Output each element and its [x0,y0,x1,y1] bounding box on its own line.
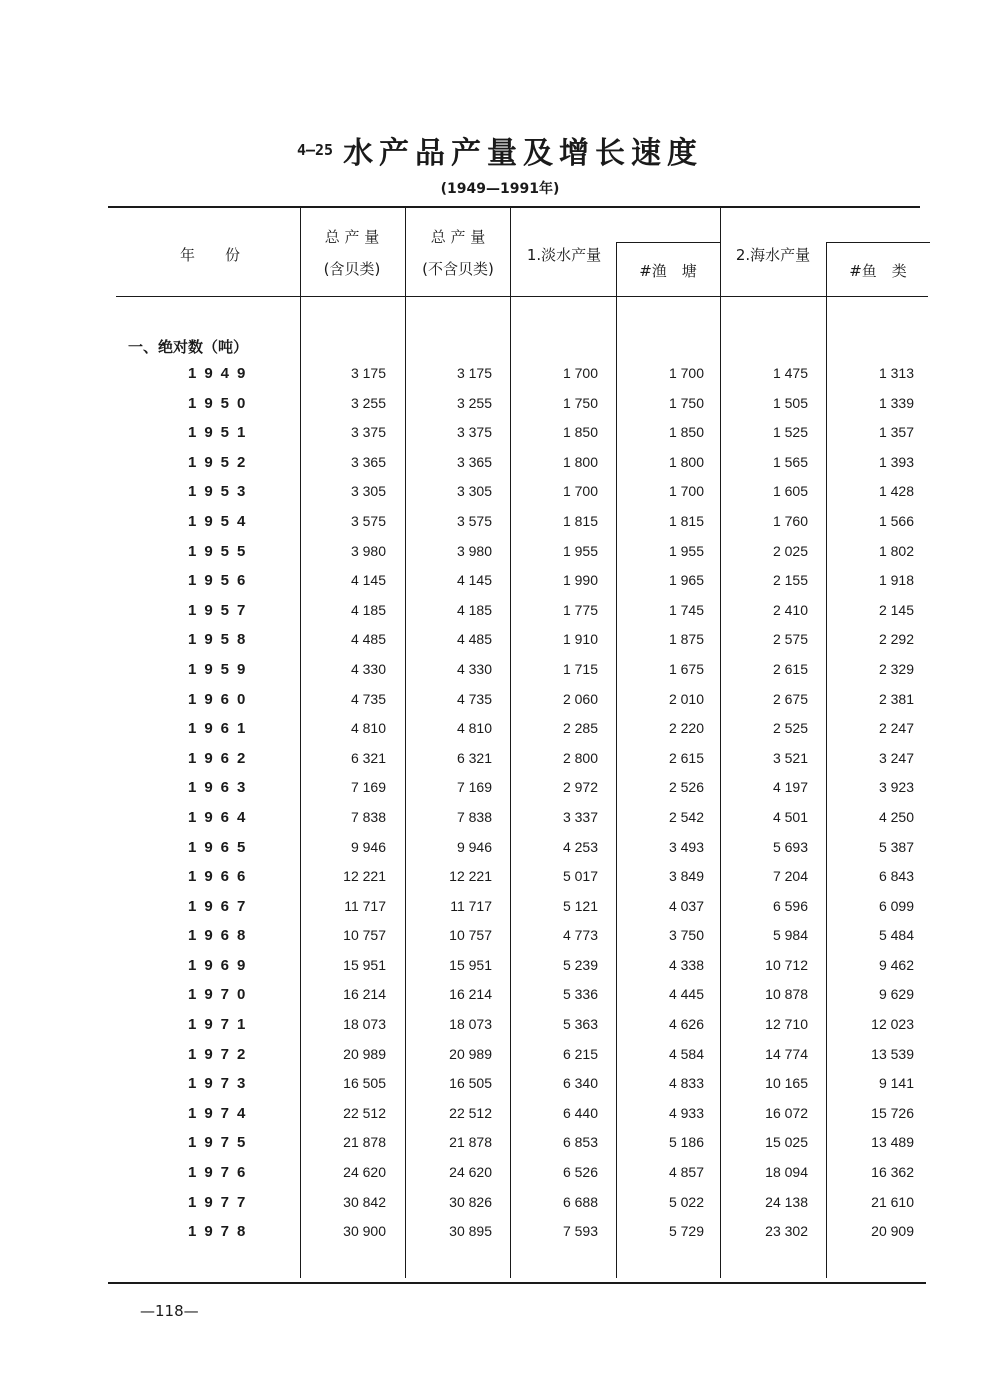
cell-total-incl: 15 951 [343,956,386,973]
table-row [0,924,1000,954]
cell-total-excl: 3 365 [456,453,492,470]
header-freshwater: 1.淡水产量 [526,246,602,264]
cell-marine: 1 475 [772,365,808,381]
cell-total-incl: 10 757 [343,927,386,944]
cell-year: 1953 [188,483,254,501]
cell-freshwater: 1 750 [562,394,598,411]
cell-year: 1969 [188,956,254,974]
cell-total-incl: 9 946 [350,838,386,855]
cell-total-incl: 4 185 [350,601,386,618]
cell-marine: 2 155 [772,572,808,589]
cell-total-excl: 3 305 [456,483,492,500]
cell-fish: 16 362 [871,1164,914,1181]
cell-marine: 4 197 [772,779,808,796]
cell-fish: 2 247 [878,720,914,737]
header-fish: #鱼 类 [849,262,907,280]
cell-total-excl: 7 838 [456,808,492,825]
data-rows [0,362,1000,1250]
cell-freshwater: 7 593 [562,1223,598,1240]
cell-total-incl: 11 717 [344,897,386,914]
cell-freshwater: 5 121 [562,897,598,914]
top-rule [108,206,920,208]
cell-freshwater: 1 700 [562,483,598,500]
header-total-excl-line2: (不含贝类) [422,260,494,278]
cell-freshwater: 1 775 [562,601,598,618]
cell-fish: 21 610 [871,1193,914,1210]
cell-pond: 2 542 [668,808,704,825]
cell-year: 1964 [188,808,254,826]
cell-pond: 1 965 [668,572,704,589]
cell-fish: 2 292 [878,631,914,648]
cell-marine: 2 410 [772,601,808,618]
cell-marine: 1 505 [772,394,808,411]
cell-total-excl: 15 951 [449,956,492,973]
cell-fish: 1 566 [878,512,914,529]
cell-freshwater: 5 239 [562,956,598,973]
cell-year: 1963 [188,779,254,797]
cell-total-excl: 3 375 [456,424,492,441]
cell-freshwater: 4 253 [562,838,598,855]
cell-pond: 4 584 [668,1045,704,1062]
table-row [0,1072,1000,1102]
cell-freshwater: 5 336 [562,986,598,1003]
table-row [0,836,1000,866]
cell-total-incl: 3 575 [350,512,386,529]
table-subtitle: (1949—1991年) [440,181,560,197]
cell-fish: 15 726 [871,1104,914,1121]
cell-marine: 18 094 [765,1164,808,1181]
cell-pond: 1 875 [668,631,704,648]
cell-freshwater: 6 526 [562,1164,598,1181]
cell-pond: 3 849 [668,868,704,885]
cell-freshwater: 2 285 [562,720,598,737]
cell-freshwater: 5 017 [562,868,598,885]
cell-marine: 2 575 [772,631,808,648]
cell-year: 1962 [188,749,254,767]
cell-year: 1966 [188,868,254,886]
cell-year: 1956 [188,572,254,590]
cell-pond: 1 700 [668,483,704,500]
header-marine: 2.海水产量 [735,246,811,264]
cell-freshwater: 6 853 [562,1134,598,1151]
cell-marine: 6 596 [772,897,808,914]
header-total-excl-line1: 总 产 量 [430,228,486,246]
cell-total-excl: 4 485 [456,631,492,648]
table-row [0,510,1000,540]
cell-year: 1974 [188,1104,254,1122]
cell-pond: 5 022 [668,1193,704,1210]
cell-fish: 6 099 [878,897,914,914]
cell-year: 1952 [188,453,254,471]
cell-pond: 2 220 [668,720,704,737]
cell-fish: 9 462 [878,956,914,973]
table-row [0,392,1000,422]
cell-total-excl: 4 810 [456,720,492,737]
cell-marine: 2 615 [772,660,808,677]
cell-pond: 1 750 [668,394,704,411]
cell-fish: 9 141 [878,1075,914,1092]
cell-pond: 1 850 [668,424,704,441]
table-row [0,1220,1000,1250]
cell-total-excl: 10 757 [449,927,492,944]
table-row [0,747,1000,777]
cell-year: 1954 [188,512,254,530]
cell-total-incl: 4 810 [350,720,386,737]
cell-total-incl: 20 989 [343,1045,386,1062]
cell-total-excl: 11 717 [450,897,492,914]
cell-freshwater: 1 815 [562,512,598,529]
cell-fish: 9 629 [878,986,914,1003]
cell-pond: 1 955 [668,542,704,559]
cell-fish: 1 313 [878,365,914,381]
cell-pond: 4 338 [668,956,704,973]
cell-marine: 14 774 [765,1045,808,1062]
cell-marine: 12 710 [765,1016,808,1033]
cell-freshwater: 2 800 [562,749,598,766]
cell-total-incl: 4 145 [350,572,386,589]
cell-total-incl: 3 175 [350,365,386,381]
cell-total-excl: 3 175 [456,365,492,381]
cell-total-incl: 3 255 [350,394,386,411]
cell-year: 1968 [188,927,254,945]
cell-marine: 1 605 [772,483,808,500]
cell-year: 1949 [188,365,254,382]
cell-total-incl: 4 330 [350,660,386,677]
cell-marine: 5 984 [772,927,808,944]
cell-fish: 20 909 [871,1223,914,1240]
cell-pond: 5 729 [668,1223,704,1240]
header-rule [116,296,928,297]
cell-fish: 2 329 [878,660,914,677]
cell-marine: 5 693 [772,838,808,855]
cell-year: 1965 [188,838,254,856]
cell-total-excl: 16 214 [449,986,492,1003]
cell-pond: 4 626 [668,1016,704,1033]
cell-marine: 10 712 [765,956,808,973]
cell-fish: 1 393 [878,453,914,470]
cell-fish: 4 250 [878,808,914,825]
cell-pond: 1 815 [668,512,704,529]
table-row [0,362,1000,392]
cell-pond: 4 833 [668,1075,704,1092]
cell-marine: 1 525 [772,424,808,441]
table-row [0,776,1000,806]
table-row [0,1191,1000,1221]
cell-pond: 2 526 [668,779,704,796]
cell-total-incl: 30 900 [343,1223,386,1240]
page-title [0,128,1000,172]
cell-total-incl: 3 980 [350,542,386,559]
cell-pond: 1 800 [668,453,704,470]
cell-freshwater: 4 773 [562,927,598,944]
table-row [0,1161,1000,1191]
table-row [0,1043,1000,1073]
cell-year: 1973 [188,1075,254,1093]
cell-fish: 2 145 [878,601,914,618]
cell-year: 1976 [188,1164,254,1182]
table-row [0,983,1000,1013]
cell-marine: 2 525 [772,720,808,737]
table-row [0,806,1000,836]
cell-total-excl: 12 221 [449,868,492,885]
cell-total-incl: 16 505 [343,1075,386,1092]
cell-total-excl: 4 330 [456,660,492,677]
cell-fish: 1 918 [878,572,914,589]
cell-pond: 1 675 [668,660,704,677]
cell-total-excl: 20 989 [449,1045,492,1062]
table-row [0,569,1000,599]
cell-year: 1951 [188,424,254,442]
cell-total-excl: 7 169 [456,779,492,796]
table-row [0,865,1000,895]
cell-freshwater: 1 850 [562,424,598,441]
cell-fish: 1 339 [878,394,914,411]
cell-fish: 6 843 [878,868,914,885]
cell-fish: 2 381 [878,690,914,707]
cell-total-incl: 3 365 [350,453,386,470]
cell-year: 1970 [188,986,254,1004]
table-row [0,688,1000,718]
cell-pond: 2 010 [668,690,704,707]
cell-marine: 23 302 [765,1223,808,1240]
cell-freshwater: 3 337 [562,808,598,825]
table-row [0,717,1000,747]
cell-freshwater: 1 800 [562,453,598,470]
cell-pond: 1 700 [668,365,704,381]
cell-marine: 2 675 [772,690,808,707]
cell-total-incl: 22 512 [343,1104,386,1121]
cell-total-incl: 21 878 [343,1134,386,1151]
cell-year: 1959 [188,660,254,678]
cell-fish: 3 247 [878,749,914,766]
cell-pond: 4 037 [668,897,704,914]
cell-marine: 24 138 [765,1193,808,1210]
header-year: 年 份 [179,246,240,264]
table-row [0,480,1000,510]
cell-freshwater: 5 363 [562,1016,598,1033]
section-label: 一、绝对数（吨） [128,338,249,356]
table-row [0,451,1000,481]
bottom-rule [108,1282,926,1284]
cell-total-excl: 3 980 [456,542,492,559]
cell-total-excl: 6 321 [456,749,492,766]
cell-marine: 7 204 [772,868,808,885]
cell-total-excl: 4 185 [456,601,492,618]
cell-fish: 13 489 [871,1134,914,1151]
cell-marine: 1 760 [772,512,808,529]
cell-freshwater: 2 060 [562,690,598,707]
cell-freshwater: 1 715 [562,660,598,677]
cell-pond: 4 857 [668,1164,704,1181]
cell-total-excl: 30 895 [449,1223,492,1240]
cell-year: 1967 [188,897,254,915]
table-code: 4—25 [296,141,334,159]
cell-total-excl: 3 255 [456,394,492,411]
cell-total-excl: 9 946 [456,838,492,855]
table-row [0,1013,1000,1043]
cell-year: 1975 [188,1134,254,1152]
cell-freshwater: 6 215 [562,1045,598,1062]
cell-year: 1977 [188,1193,254,1211]
cell-fish: 1 428 [878,483,914,500]
cell-year: 1978 [188,1223,254,1241]
cell-total-incl: 12 221 [343,868,386,885]
page-number: —118— [140,1302,199,1320]
cell-year: 1957 [188,601,254,619]
cell-total-excl: 3 575 [456,512,492,529]
cell-total-excl: 18 073 [449,1016,492,1033]
cell-total-excl: 24 620 [449,1164,492,1181]
table-title: 水产品产量及增长速度 [343,136,704,171]
cell-total-incl: 30 842 [343,1193,386,1210]
cell-year: 1960 [188,690,254,708]
subheader-rule-fresh [616,242,720,243]
cell-marine: 1 565 [772,453,808,470]
cell-marine: 15 025 [765,1134,808,1151]
cell-marine: 10 165 [765,1075,808,1092]
cell-year: 1958 [188,631,254,649]
table-row [0,1131,1000,1161]
cell-total-excl: 4 145 [456,572,492,589]
cell-fish: 13 539 [871,1045,914,1062]
cell-total-incl: 3 375 [350,424,386,441]
table-row [0,421,1000,451]
cell-total-incl: 4 735 [350,690,386,707]
cell-year: 1972 [188,1045,254,1063]
cell-total-excl: 4 735 [456,690,492,707]
cell-pond: 4 933 [668,1104,704,1121]
cell-total-incl: 16 214 [343,986,386,1003]
header-pond: #渔 塘 [639,262,697,280]
cell-pond: 2 615 [668,749,704,766]
cell-total-incl: 24 620 [343,1164,386,1181]
cell-total-incl: 6 321 [350,749,386,766]
cell-marine: 2 025 [772,542,808,559]
cell-freshwater: 1 990 [562,572,598,589]
table-row [0,954,1000,984]
cell-fish: 5 387 [878,838,914,855]
cell-fish: 1 802 [878,542,914,559]
cell-total-incl: 18 073 [343,1016,386,1033]
cell-total-incl: 7 169 [350,779,386,796]
cell-freshwater: 1 955 [562,542,598,559]
table-row [0,895,1000,925]
cell-year: 1971 [188,1016,254,1034]
cell-marine: 4 501 [772,808,808,825]
table-row [0,658,1000,688]
cell-pond: 1 745 [668,601,704,618]
cell-fish: 12 023 [871,1016,914,1033]
cell-freshwater: 2 972 [562,779,598,796]
cell-total-incl: 3 305 [350,483,386,500]
cell-total-excl: 22 512 [449,1104,492,1121]
cell-freshwater: 1 910 [562,631,598,648]
table-row [0,540,1000,570]
cell-fish: 5 484 [878,927,914,944]
cell-total-incl: 7 838 [350,808,386,825]
cell-year: 1955 [188,542,254,560]
cell-year: 1950 [188,394,254,412]
cell-freshwater: 6 340 [562,1075,598,1092]
cell-marine: 3 521 [772,749,808,766]
cell-pond: 4 445 [668,986,704,1003]
cell-total-excl: 16 505 [449,1075,492,1092]
table-row [0,628,1000,658]
cell-fish: 1 357 [878,424,914,441]
header-total-incl-line2: (含贝类) [323,260,381,278]
cell-total-incl: 4 485 [350,631,386,648]
cell-freshwater: 6 688 [562,1193,598,1210]
cell-marine: 16 072 [765,1104,808,1121]
header-total-incl-line1: 总 产 量 [324,228,380,246]
table-row [0,1102,1000,1132]
subheader-rule-marine [826,242,930,243]
cell-year: 1961 [188,720,254,738]
cell-freshwater: 1 700 [562,365,598,381]
cell-fish: 3 923 [878,779,914,796]
cell-pond: 3 750 [668,927,704,944]
table-row [0,599,1000,629]
cell-pond: 5 186 [668,1134,704,1151]
cell-pond: 3 493 [668,838,704,855]
cell-total-excl: 30 826 [449,1193,492,1210]
cell-total-excl: 21 878 [449,1134,492,1151]
cell-marine: 10 878 [765,986,808,1003]
cell-freshwater: 6 440 [562,1104,598,1121]
